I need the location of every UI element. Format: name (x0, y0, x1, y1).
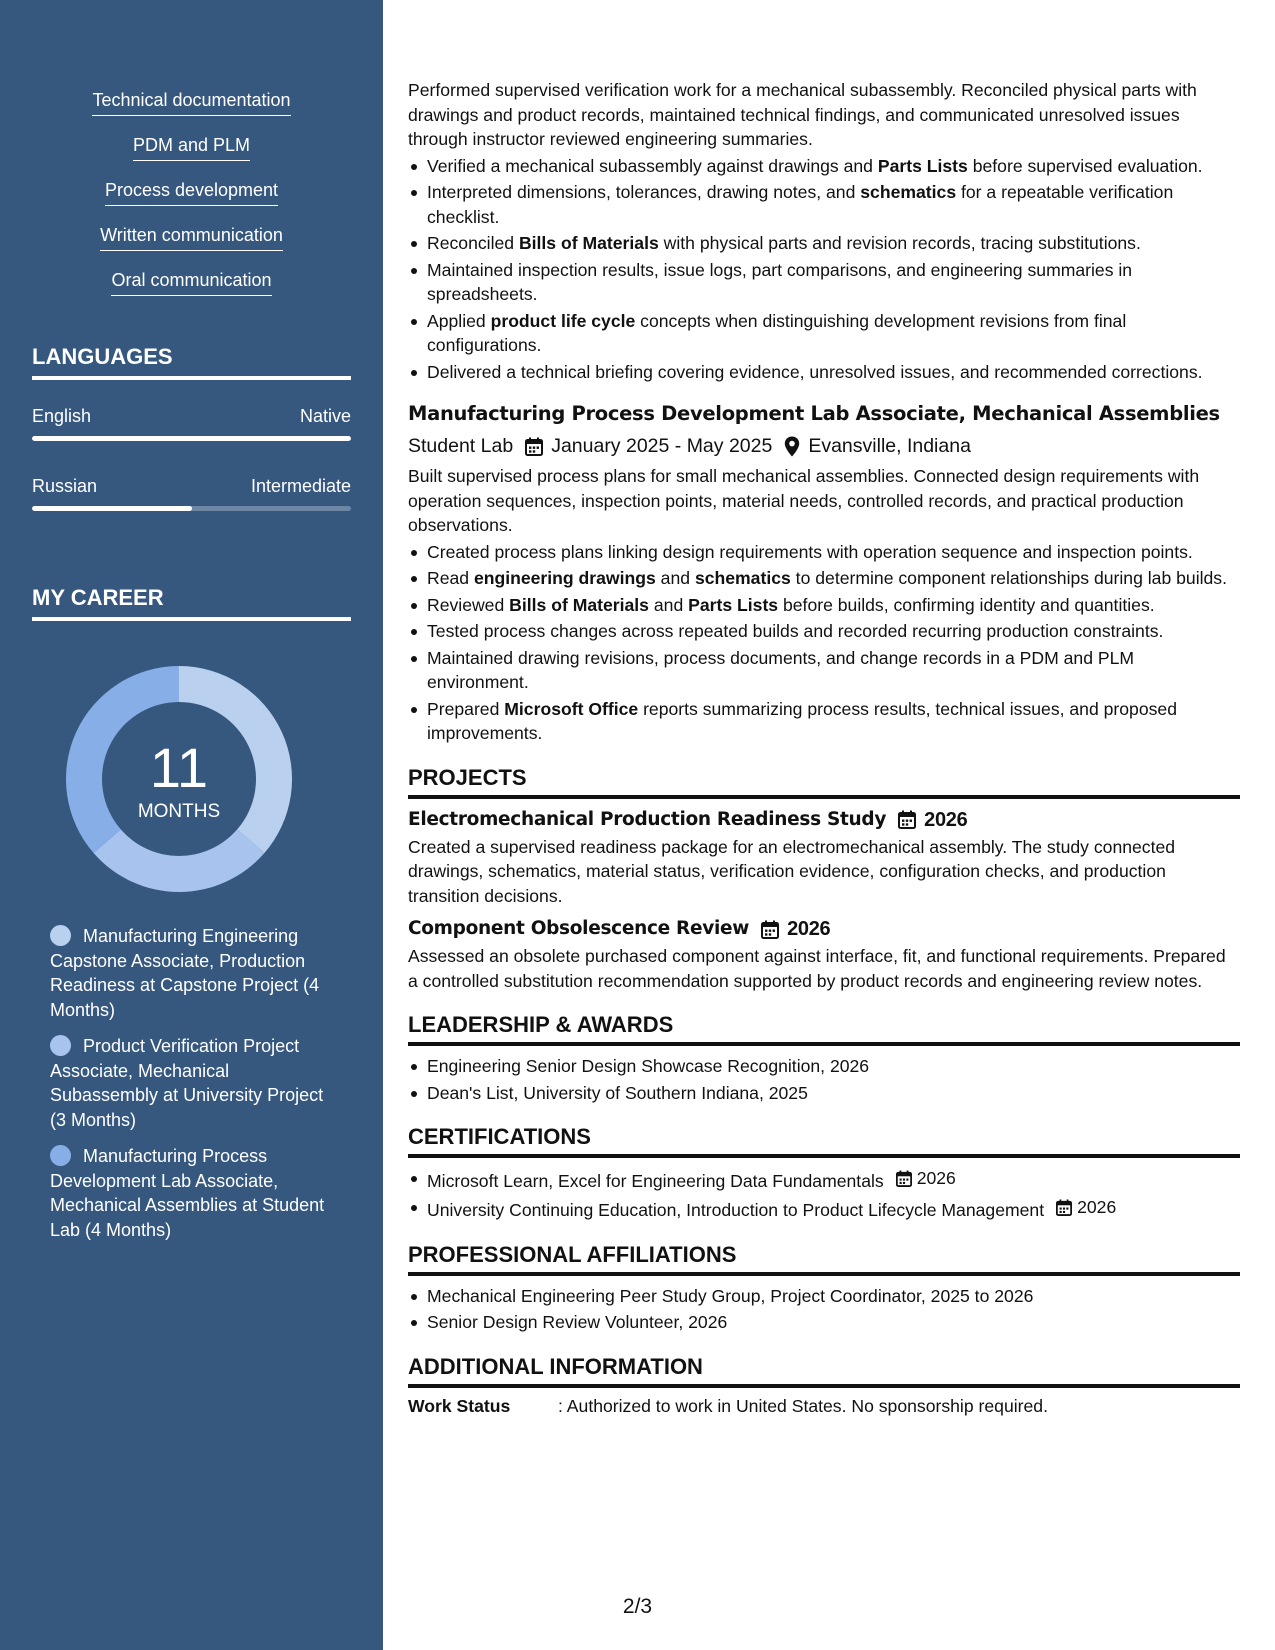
project-name: Electromechanical Production Readiness Study (408, 808, 887, 830)
affiliations-heading: PROFESSIONAL AFFILIATIONS (408, 1241, 1240, 1276)
bold-term: product life cycle (490, 310, 636, 331)
bullet-item: Engineering Senior Design Showcase Recognition, 2026 (408, 1054, 1240, 1079)
career-item (50, 1144, 340, 1242)
job-meta (408, 432, 1240, 460)
language-bar-fill (32, 436, 351, 441)
leadership-section (408, 1011, 1240, 1105)
project-name: Component Obsolescence Review (408, 918, 750, 939)
language-level: Native (299, 406, 351, 426)
certifications-section (408, 1123, 1240, 1223)
certification-year: 2026 (916, 1168, 956, 1188)
additional-heading: ADDITIONAL INFORMATION (408, 1353, 1240, 1388)
skill-label: Oral communication (111, 268, 271, 296)
leadership-list (408, 1054, 1240, 1105)
certification-item (408, 1166, 1240, 1193)
page-indicator: 2/3 (622, 1595, 653, 1618)
bullet-item: Reviewed Bills of Materials and Parts Lists before builds, confirming identity and quantities. (408, 593, 1240, 618)
certification-name: Microsoft Learn, Excel for Engineering Data Fundamentals (427, 1170, 884, 1191)
work-status-row (408, 1394, 1240, 1419)
skill-label: Technical documentation (92, 88, 290, 116)
bold-term: Bills of Materials (509, 594, 649, 615)
bullet-item: Maintained inspection results, issue logs, part comparisons, and engineering summaries in spreadsheets. (408, 258, 1240, 307)
certifications-heading: CERTIFICATIONS (408, 1123, 1240, 1158)
certification-year: 2026 (1077, 1197, 1117, 1218)
affiliations-section (408, 1241, 1240, 1335)
experience-bullets (408, 154, 1240, 385)
bullet-item: Prepared Microsoft Office reports summarizing process results, technical issues, and proposed improvements. (408, 697, 1240, 746)
skills-list (0, 88, 383, 313)
language-row (32, 474, 351, 498)
bold-term: Parts Lists (688, 594, 779, 615)
skill-label: Process development (105, 178, 278, 206)
language-name: English (32, 406, 92, 426)
bold-term: schematics (694, 568, 791, 588)
project-title (408, 807, 1240, 833)
language-row (32, 404, 351, 428)
career-dot (50, 925, 71, 946)
job-bullets (408, 540, 1240, 746)
sidebar (0, 0, 383, 1650)
career-dot (50, 1035, 71, 1056)
skill-label: Written communication (100, 223, 283, 251)
skill-item (0, 133, 383, 178)
bold-term: engineering drawings (473, 568, 656, 588)
skill-item (0, 268, 383, 313)
certification-name: University Continuing Education, Introduction to Product Lifecycle Management (427, 1200, 1045, 1220)
career-text: Product Verification Project Associate, Mechanical Subassembly at University Project (3 Months) (50, 1036, 324, 1130)
language-bar-track (32, 506, 351, 511)
map-pin-icon (784, 436, 800, 457)
project-year: 2026 (924, 808, 968, 831)
calendar-icon (761, 920, 779, 939)
bullet-item: Created process plans linking design requirements with operation sequence and inspection points. (408, 540, 1240, 565)
project-item (408, 916, 1240, 993)
language-item (32, 474, 351, 511)
bullet-item: Tested process changes across repeated builds and recorded recurring production constraints. (408, 619, 1240, 644)
language-item (32, 404, 351, 441)
bullet-item: Applied product life cycle concepts when distinguishing development revisions from final configurations. (408, 309, 1240, 358)
job-location: Evansville, Indiana (808, 435, 971, 457)
skill-label: PDM and PLM (133, 133, 250, 161)
projects-section (408, 764, 1240, 994)
language-name: Russian (32, 476, 98, 496)
bullet-item: Maintained drawing revisions, process documents, and change records in a PDM and PLM environment. (408, 646, 1240, 695)
career-text: Manufacturing Process Development Lab Associate, Mechanical Assemblies at Student Lab (4 Months) (50, 1146, 325, 1240)
job-title: Manufacturing Process Development Lab Associate, Mechanical Assemblies (408, 402, 1220, 425)
bullet-item: Interpreted dimensions, tolerances, drawing notes, and schematics for a repeatable verification checklist. (408, 180, 1240, 229)
project-year: 2026 (787, 918, 831, 940)
calendar-icon (525, 437, 543, 456)
languages-heading: LANGUAGES (32, 343, 351, 380)
career-list (50, 924, 340, 1254)
bold-term: schematics (860, 182, 957, 202)
bullet-item: Dean's List, University of Southern Indiana, 2025 (408, 1081, 1240, 1106)
bold-term: Bills of Materials (518, 233, 659, 253)
experience-continued (408, 78, 1240, 384)
career-total-unit: MONTHS (137, 801, 221, 822)
certification-item (408, 1195, 1240, 1222)
language-bar-track (32, 436, 351, 441)
bullet-item: Senior Design Review Volunteer, 2026 (408, 1310, 1240, 1335)
affiliations-list (408, 1284, 1240, 1335)
project-description: Assessed an obsolete purchased component against interface, fit, and functional requirements. Prepared a controlled substitution recommendation supported by product records and engineering review notes. (408, 946, 1226, 991)
projects-heading: PROJECTS (408, 764, 1240, 799)
main-content (408, 78, 1240, 1418)
bold-term: Microsoft Office (504, 698, 639, 719)
work-status-value: : Authorized to work in United States. No sponsorship required. (558, 1395, 1048, 1416)
projects-list (408, 807, 1240, 994)
donut-segment-2 (94, 829, 265, 892)
career-dot (50, 1145, 71, 1166)
leadership-heading: LEADERSHIP & AWARDS (408, 1011, 1240, 1046)
project-title (408, 916, 1240, 942)
career-item (50, 1034, 340, 1132)
calendar-icon (1056, 1199, 1072, 1216)
career-total-value: 11 (149, 736, 209, 799)
certification-year-wrap (884, 1166, 956, 1191)
skill-item (0, 88, 383, 133)
skill-item (0, 223, 383, 268)
project-item (408, 807, 1240, 909)
project-description: Created a supervised readiness package for an electromechanical assembly. The study connected drawings, schematics, material status, verification evidence, configuration checks, and production transition decisions. (408, 836, 1176, 906)
job-org: Student Lab (408, 435, 514, 457)
bullet-item: Read engineering drawings and schematics to determine component relationships during lab builds. (408, 566, 1240, 591)
job-dates: January 2025 - May 2025 (551, 435, 773, 457)
career-text: Manufacturing Engineering Capstone Associate, Production Readiness at Capstone Project (4 Months) (50, 926, 320, 1020)
language-level: Intermediate (250, 476, 351, 496)
certifications-list (408, 1166, 1240, 1223)
work-status-label: Work Status (408, 1395, 511, 1416)
experience-summary: Performed supervised verification work for a mechanical subassembly. Reconciled physical parts with drawings and product records, maintained technical findings, and communicated unresolved issues through instructor reviewed engineering summaries. (408, 80, 1197, 149)
certification-year-wrap (1044, 1195, 1116, 1220)
skill-item (0, 178, 383, 223)
bullet-item: Reconciled Bills of Materials with physical parts and revision records, tracing substitutions. (408, 231, 1240, 256)
language-bar-fill (32, 506, 192, 511)
bullet-item: Verified a mechanical subassembly against drawings and Parts Lists before supervised evaluation. (408, 154, 1240, 179)
job-summary: Built supervised process plans for small mechanical assemblies. Connected design requirements with operation sequences, inspection points, material needs, controlled records, and practical production observations. (408, 466, 1200, 535)
career-heading: MY CAREER (32, 584, 351, 621)
bullet-item: Delivered a technical briefing covering evidence, unresolved issues, and recommended corrections. (408, 360, 1240, 385)
career-item (50, 924, 340, 1022)
calendar-icon (898, 810, 916, 829)
bold-term: Parts Lists (877, 155, 968, 176)
experience-job (408, 400, 1240, 746)
career-donut-chart (66, 666, 292, 892)
calendar-icon (896, 1170, 912, 1187)
additional-section (408, 1353, 1240, 1419)
bullet-item: Mechanical Engineering Peer Study Group, Project Coordinator, 2025 to 2026 (408, 1284, 1240, 1309)
